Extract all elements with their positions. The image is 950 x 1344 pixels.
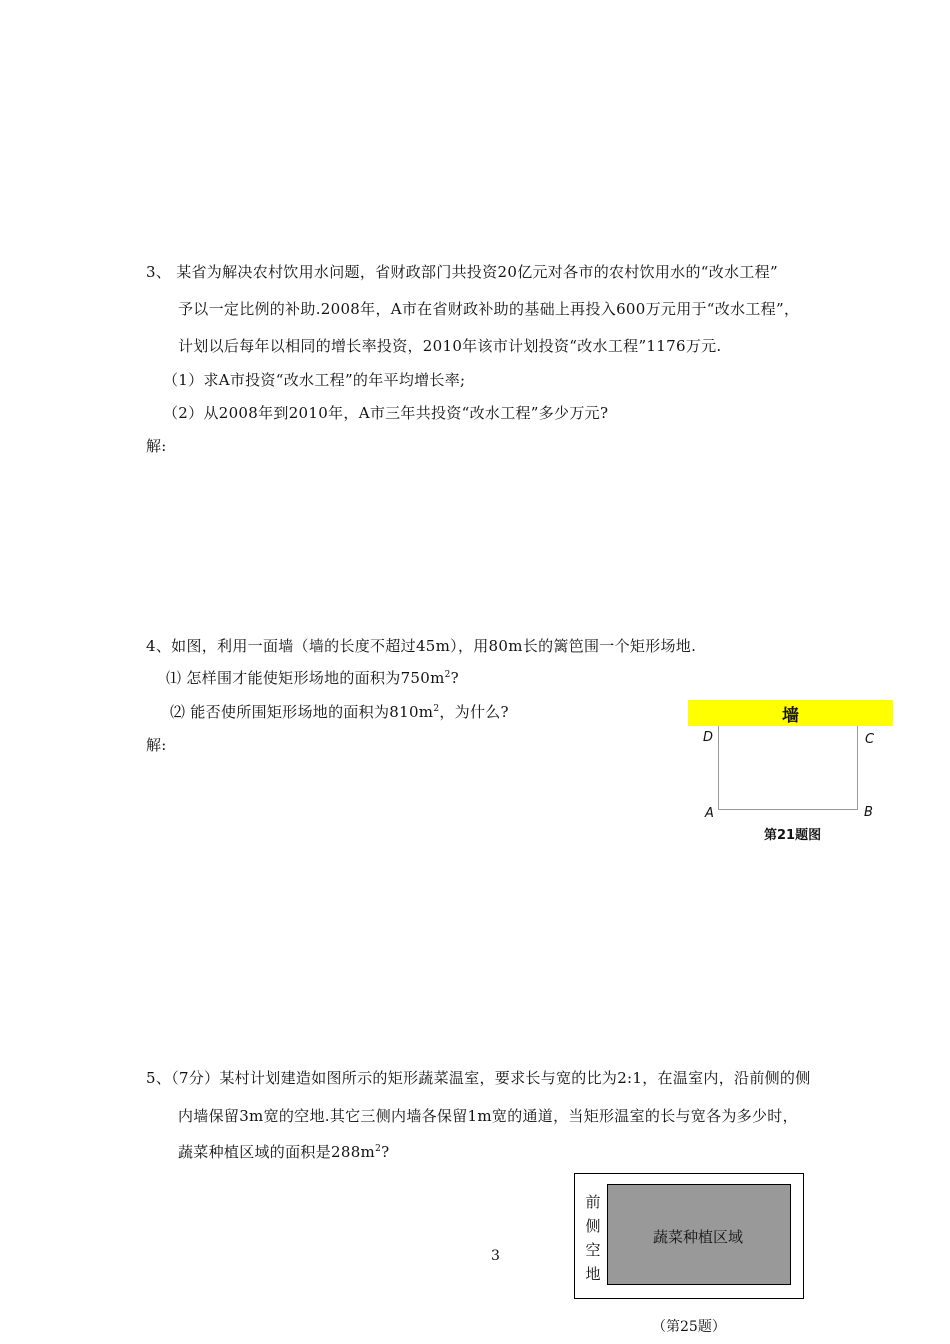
side-char: 地 bbox=[585, 1265, 601, 1283]
q5-stem-line2: 内墙保留3m宽的空地.其它三侧内墙各保留1m宽的通道，当矩形温室的长与宽各为多少时， bbox=[178, 1107, 798, 1125]
front-space-label bbox=[584, 1190, 602, 1286]
side-char: 侧 bbox=[585, 1217, 601, 1235]
figure-21-caption: 第21题图 bbox=[764, 828, 822, 843]
q3-part2: （2）从2008年到2010年，A市三年共投资“改水工程”多少万元? bbox=[163, 404, 609, 422]
planting-area-label: 蔬菜种植区域 bbox=[652, 1228, 743, 1246]
q5-stem-line3: 蔬菜种植区域的面积是$288m^2$? bbox=[178, 1143, 390, 1161]
q4-stem: 4、如图，利用一面墙（墙的长度不超过45m），用80m长的篱笆围一个矩形场地. bbox=[146, 637, 697, 655]
figure-25-caption: （第25题） bbox=[652, 1319, 726, 1335]
q5-stem-line1: 5、（7分）某村计划建造如图所示的矩形蔬菜温室，要求长与宽的比为2:1，在温室内，沿前侧的侧 bbox=[146, 1069, 811, 1087]
q3-part1: （1）求A市投资“改水工程”的年平均增长率; bbox=[163, 371, 466, 389]
q3-stem-line1: 3、 某省为解决农村饮用水问题，省财政部门共投资20亿元对各市的农村饮用水的“改水工程” bbox=[146, 263, 778, 281]
page-number: 3 bbox=[491, 1248, 500, 1264]
q4-answer-label: 解: bbox=[146, 736, 167, 754]
point-d-label: D bbox=[703, 730, 714, 745]
q3-stem-line3: 计划以后每年以相同的增长率投资，2010年该市计划投资“改水工程”1176万元. bbox=[178, 337, 722, 355]
q3-answer-label: 解: bbox=[146, 437, 167, 455]
side-char: 空 bbox=[585, 1241, 601, 1259]
wall-label: 墙 bbox=[782, 706, 799, 726]
point-c-label: C bbox=[865, 732, 875, 747]
q4-part1: ⑴ 怎样围才能使矩形场地的面积为$750m^2$? bbox=[166, 669, 459, 687]
q4-part2: ⑵ 能否使所围矩形场地的面积为$810m^2$，为什么? bbox=[170, 703, 509, 721]
q3-stem-line2: 予以一定比例的补助.2008年，A市在省财政补助的基础上再投入600万元用于“改水工程”， bbox=[178, 300, 800, 318]
side-char: 前 bbox=[585, 1193, 601, 1211]
fence-rectangle bbox=[718, 726, 858, 810]
point-a-label: A bbox=[705, 806, 714, 821]
point-b-label: B bbox=[864, 805, 873, 820]
